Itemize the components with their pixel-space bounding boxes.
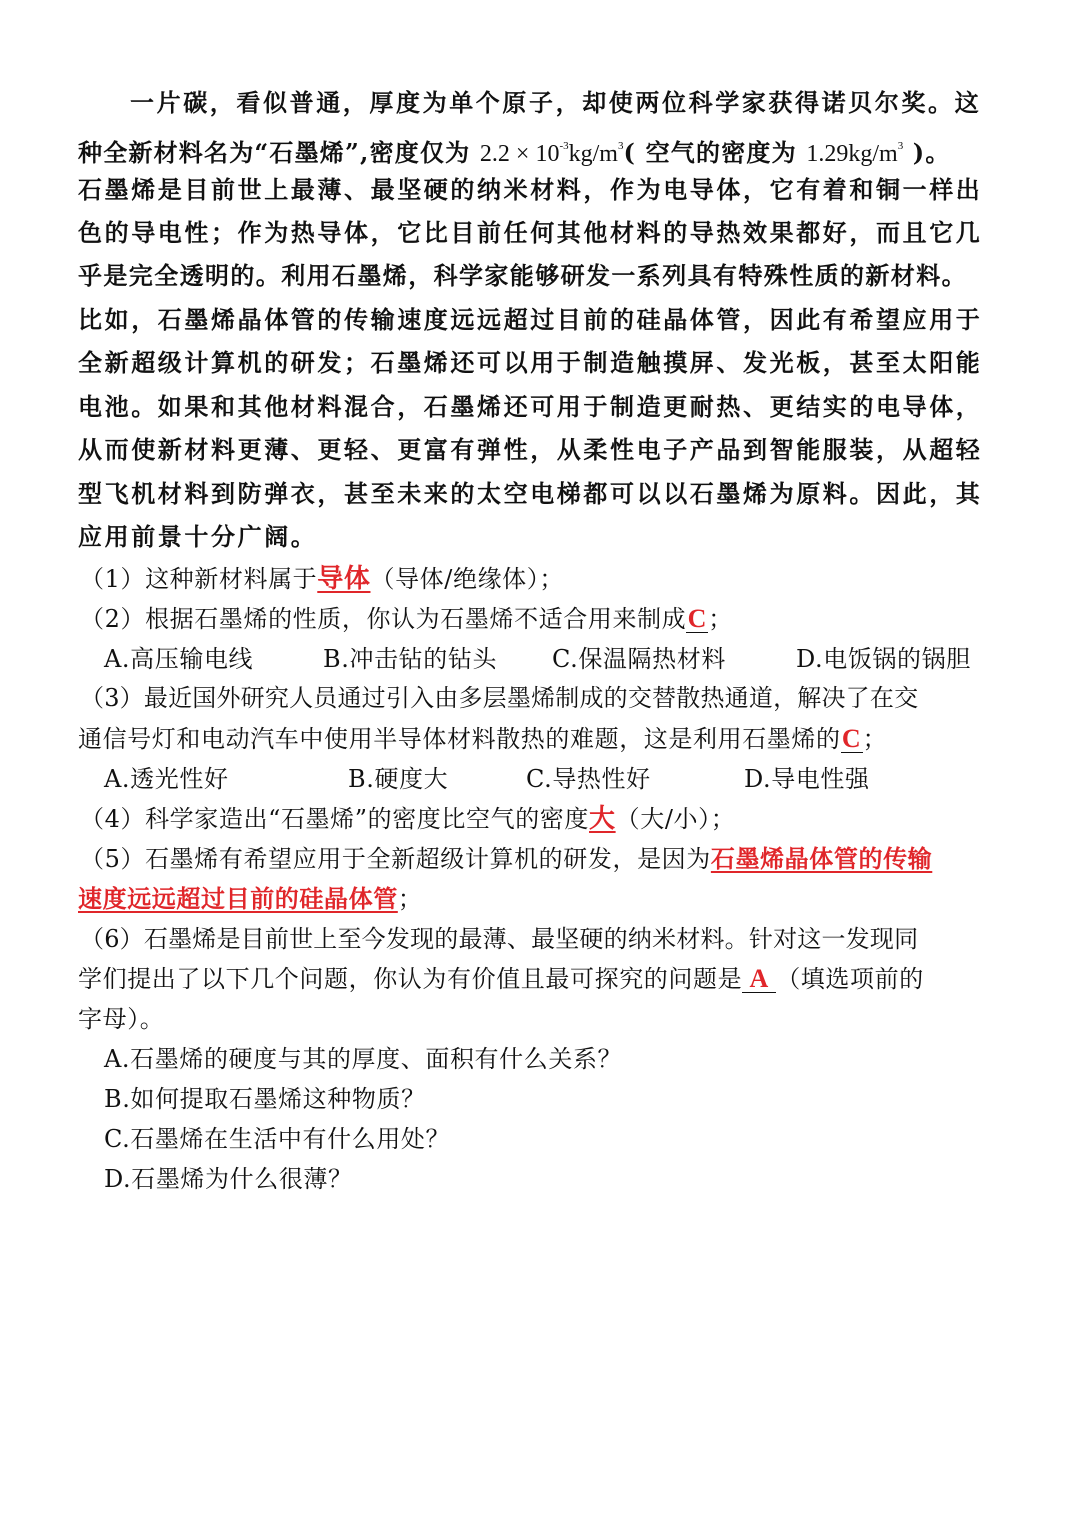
passage-line-6: 比如，石墨烯晶体管的传输速度远远超过目前的硅晶体管，因此有希望应用于 xyxy=(78,305,983,334)
question-3-line-1: （3）最近国外研究人员通过引入由多层墨烯制成的交替散热通道，解决了在交 xyxy=(80,684,919,712)
question-5-text: （5）石墨烯有希望应用于全新超级计算机的研发，是因为 xyxy=(80,845,711,873)
density-unit-exponent: 3 xyxy=(617,140,624,152)
question-4 xyxy=(80,804,1006,834)
passage-line-4: 色的导电性；作为热导体，它比目前任何其他材料的导热效果都好，而且它几 xyxy=(78,218,983,247)
question-4-text: （4）科学家造出“石墨烯”的密度比空气的密度 xyxy=(80,805,590,833)
question-3-answer: C xyxy=(841,724,862,753)
density-exponent: -3 xyxy=(559,140,569,152)
air-density-exponent: 3 xyxy=(897,140,904,152)
question-1 xyxy=(80,564,1006,594)
question-5-line-2 xyxy=(78,884,1004,915)
question-3-blank xyxy=(841,726,863,753)
question-2-option-a: A.高压输电线 xyxy=(104,645,254,673)
passage-line-9: 从而使新材料更薄、更轻、更富有弹性，从柔性电子产品到智能服装，从超轻 xyxy=(78,435,983,464)
question-2-answer: C xyxy=(687,604,707,633)
question-3-text: 通信号灯和电动汽车中使用半导体材料散热的难题，这是利用石墨烯的 xyxy=(78,725,841,753)
question-5-answer-part-2: 速度远远超过目前的硅晶体管 xyxy=(78,887,398,913)
passage-line-7: 全新超级计算机的研发；石墨烯还可以用于制造触摸屏、发光板，甚至太阳能 xyxy=(78,348,983,377)
question-3-option-c: C.导热性好 xyxy=(526,765,651,793)
question-3-option-b: B.硬度大 xyxy=(348,765,449,793)
air-density-value: 1.29kg/m xyxy=(806,141,898,167)
density-unit: kg/m xyxy=(568,141,618,167)
question-6-hint: （填选项前的 xyxy=(776,965,924,993)
question-4-hint: （大/小）； xyxy=(615,805,736,833)
question-3-line-2 xyxy=(78,724,1004,754)
question-1-text: （1）这种新材料属于 xyxy=(80,565,318,593)
question-3-end: ； xyxy=(862,725,888,753)
question-1-hint: （导体/绝缘体）； xyxy=(370,565,564,593)
passage-line-3: 石墨烯是目前世上最薄、最坚硬的纳米材料，作为电导体，它有着和铜一样出 xyxy=(78,175,983,204)
question-6-answer: A xyxy=(749,964,769,993)
passage-line-10: 型飞机材料到防弹衣，甚至未来的太空电梯都可以以石墨烯为原料。因此，其 xyxy=(78,479,983,508)
question-6-option-d: D.石墨烯为什么很薄？ xyxy=(104,1165,353,1193)
passage-line-2-text-a: 种全新材料名为“石墨烯”,密度仅为 xyxy=(78,138,480,167)
density-value: 2.2 × 10 xyxy=(479,141,560,167)
question-3-option-d: D.导电性强 xyxy=(744,765,870,793)
question-2-option-c: C.保温隔热材料 xyxy=(552,645,726,673)
question-2-text: （2）根据石墨烯的性质，你认为石墨烯不适合用来制成 xyxy=(80,605,687,633)
question-1-answer: 导体 xyxy=(317,564,371,593)
question-2-blank xyxy=(686,606,708,633)
passage-line-2-text-i: )。 xyxy=(903,138,951,167)
passage-line-11: 应用前景十分广阔。 xyxy=(78,522,318,551)
question-2-options xyxy=(104,644,1030,674)
question-6-line-1: （6）石墨烯是目前世上至今发现的最薄、最坚硬的纳米材料。针对这一发现同 xyxy=(80,925,919,953)
passage-line-2 xyxy=(78,131,1004,169)
question-2-end: ； xyxy=(708,605,733,633)
question-6-option-a: A.石墨烯的硬度与其的厚度、面积有什么关系？ xyxy=(104,1045,623,1073)
question-2-option-b: B.冲击钻的钻头 xyxy=(323,645,498,673)
question-5-line-1 xyxy=(80,844,1006,875)
question-5-answer-part-1: 石墨烯晶体管的传输 xyxy=(710,847,933,873)
question-5-end: ； xyxy=(397,885,423,913)
question-6-text: 学们提出了以下几个问题，你认为有价值且最可探究的问题是 xyxy=(78,965,743,993)
passage-line-5: 乎是完全透明的。利用石墨烯，科学家能够研发一系列具有特殊性质的新材料。 xyxy=(78,261,967,290)
question-6-option-b: B.如何提取石墨烯这种物质？ xyxy=(104,1085,426,1113)
question-4-answer: 大 xyxy=(589,804,616,833)
question-2-option-d: D.电饭锅的锅胆 xyxy=(796,645,971,673)
passage-line-8: 电池。如果和其他材料混合，石墨烯还可用于制造更耐热、更结实的电导体， xyxy=(78,392,983,421)
question-6-blank xyxy=(742,966,776,993)
question-6-line-3: 字母）。 xyxy=(78,1005,165,1033)
question-6-line-2 xyxy=(78,964,1004,994)
question-3-option-a: A.透光性好 xyxy=(104,765,229,793)
passage-line-2-text-f: ( 空气的密度为 xyxy=(623,138,807,167)
question-2 xyxy=(80,604,1006,634)
question-3-options xyxy=(104,764,1030,794)
question-6-option-c: C.石墨烯在生活中有什么用处？ xyxy=(104,1125,451,1153)
passage-line-1: 一片碳，看似普通，厚度为单个原子，却使两位科学家获得诺贝尔奖。这 xyxy=(130,88,982,117)
